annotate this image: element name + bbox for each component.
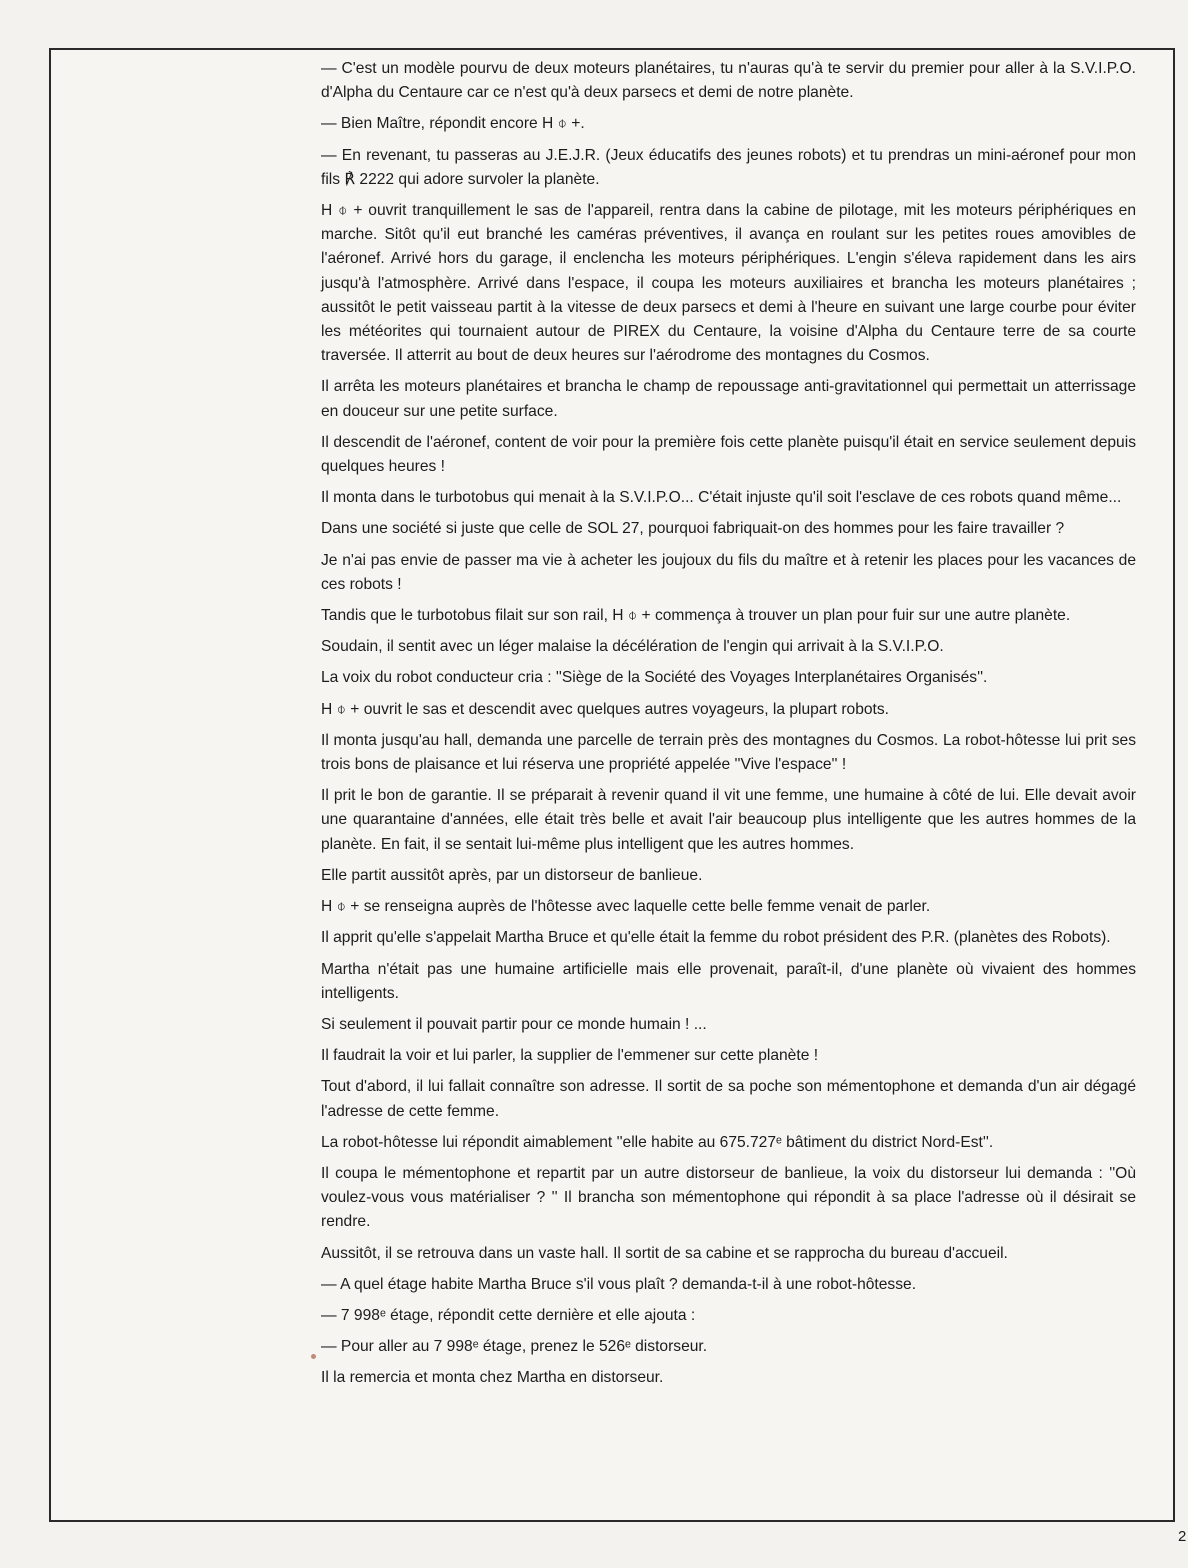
page-number: 2 [1178, 1528, 1187, 1545]
paragraph: Il coupa le mémentophone et repartit par un autre distorseur de banlieue, la voix du distorseur lui demanda : ''Où voulez-vous vous matérialiser ? '' Il brancha son mémentophone qui répondit à sa place l'adresse où il désirait se rendre. [321, 1164, 1136, 1231]
paragraph: Tandis que le turbotobus filait sur son rail, H ⌽ + commença à trouver un plan pour fuir sur une autre planète. [321, 607, 1071, 625]
paragraph: La voix du robot conducteur cria : ''Siège de la Société des Voyages Interplanétaires Organisés''. [321, 669, 988, 687]
paragraph: — 7 998ᵉ étage, répondit cette dernière et elle ajouta : [321, 1306, 696, 1324]
body-text [321, 57, 1136, 1398]
paragraph: — Bien Maître, répondit encore H ⌽ +. [321, 115, 585, 133]
paragraph: Si seulement il pouvait partir pour ce monde humain ! ... [321, 1015, 707, 1033]
paragraph: Tout d'abord, il lui fallait connaître son adresse. Il sortit de sa poche son mémentophone et demanda d'un air dégagé l'adresse de cette femme. [321, 1078, 1136, 1120]
paragraph: Il descendit de l'aéronef, content de voir pour la première fois cette planète puisqu'il était en service seulement depuis quelques heures ! [321, 433, 1136, 476]
paragraph: Il la remercia et monta chez Martha en distorseur. [321, 1369, 664, 1387]
paragraph: Il monta dans le turbotobus qui menait à la S.V.I.P.O... C'était injuste qu'il soit l'esclave de ces robots quand même... [321, 489, 1122, 507]
paragraph: Elle partit aussitôt après, par un distorseur de banlieue. [321, 866, 703, 884]
paragraph: Dans une société si juste que celle de SOL 27, pourquoi fabriquait-on des hommes pour les faire travailler ? [321, 520, 1065, 538]
paragraph: Il apprit qu'elle s'appelait Martha Bruce et qu'elle était la femme du robot président des P.R. (planètes des Robots). [321, 929, 1111, 947]
paragraph: Il faudrait la voir et lui parler, la supplier de l'emmener sur cette planète ! [321, 1047, 819, 1065]
paragraph: — C'est un modèle pourvu de deux moteurs planétaires, tu n'auras qu'à te servir du premier pour aller à la S.V.I.P.O. d'Alpha du Centaure car ce n'est qu'à deux parsecs et demi de notre planète. [321, 60, 1136, 102]
paragraph: — A quel étage habite Martha Bruce s'il vous plaît ? demanda-t-il à une robot-hôtesse. [321, 1275, 917, 1293]
paragraph: H ⌽ + ouvrit le sas et descendit avec quelques autres voyageurs, la plupart robots. [321, 700, 890, 718]
margin-dot [311, 1354, 316, 1359]
paragraph: Aussitôt, il se retrouva dans un vaste hall. Il sortit de sa cabine et se rapprocha du bureau d'accueil. [321, 1244, 1008, 1262]
paragraph: Il prit le bon de garantie. Il se préparait à revenir quand il vit une femme, une humaine à côté de lui. Elle devait avoir une quarantaine d'années, elle était très belle et avait l'air beaucoup plus intelligente que les autres hommes de la planète. En fait, il se sentait lui-même plus intelligent que les autres hommes. [321, 787, 1136, 853]
paragraph: H ⌽ + se renseigna auprès de l'hôtesse avec laquelle cette belle femme venait de parler. [321, 898, 931, 916]
paragraph: H ⌽ + ouvrit tranquillement le sas de l'appareil, rentra dans la cabine de pilotage, mit les moteurs périphériques en marche. Sitôt qu'il eut branché les caméras préventives, il avança en roulant sur les petites roues amovibles de l'aéronef. Arrivé hors du garage, il enclencha les moteurs périphériques. L'engin s'éleva rapidement dans les airs jusqu'à l'atmosphère. Arrivé dans l'espace, il coupa les moteurs auxiliaires et brancha les moteurs planétaires ; aussitôt le petit vaisseau partit à la vitesse de deux parsecs et demi à l'heure en suivant une large courbe pour éviter les météorites qui tournaient autour de PIREX du Centaure, la voisine d'Alpha du Centaure terre de sa courte traversée. Il atterrit au bout de deux heures sur l'aérodrome des montagnes du Cosmos. [321, 202, 1136, 365]
paragraph: Martha n'était pas une humaine artificielle mais elle provenait, paraît-il, d'une planète où vivaient des hommes intelligents. [321, 960, 1136, 1002]
paragraph: Il arrêta les moteurs planétaires et brancha le champ de repoussage anti-gravitationnel qui permettait un atterrissage en douceur sur une petite surface. [321, 378, 1136, 420]
paragraph: — En revenant, tu passeras au J.E.J.R. (Jeux éducatifs des jeunes robots) et tu prendras un mini-aéronef pour mon fils ℟ 2222 qui adore survoler la planète. [321, 146, 1136, 188]
paragraph: Soudain, il sentit avec un léger malaise la décélération de l'engin qui arrivait à la S.V.I.P.O. [321, 638, 944, 656]
paragraph: — Pour aller au 7 998ᵉ étage, prenez le 526ᵉ distorseur. [321, 1338, 708, 1356]
paragraph: Il monta jusqu'au hall, demanda une parcelle de terrain près des montagnes du Cosmos. La robot-hôtesse lui prit ses trois bons de plaisance et lui réserva une propriété appelée ''Vive l'espace'' ! [321, 731, 1136, 774]
paragraph: Je n'ai pas envie de passer ma vie à acheter les joujoux du fils du maître et à retenir les places pour les vacances de ces robots ! [321, 551, 1136, 593]
paragraph: La robot-hôtesse lui répondit aimablement ''elle habite au 675.727ᵉ bâtiment du district Nord-Est''. [321, 1133, 994, 1151]
